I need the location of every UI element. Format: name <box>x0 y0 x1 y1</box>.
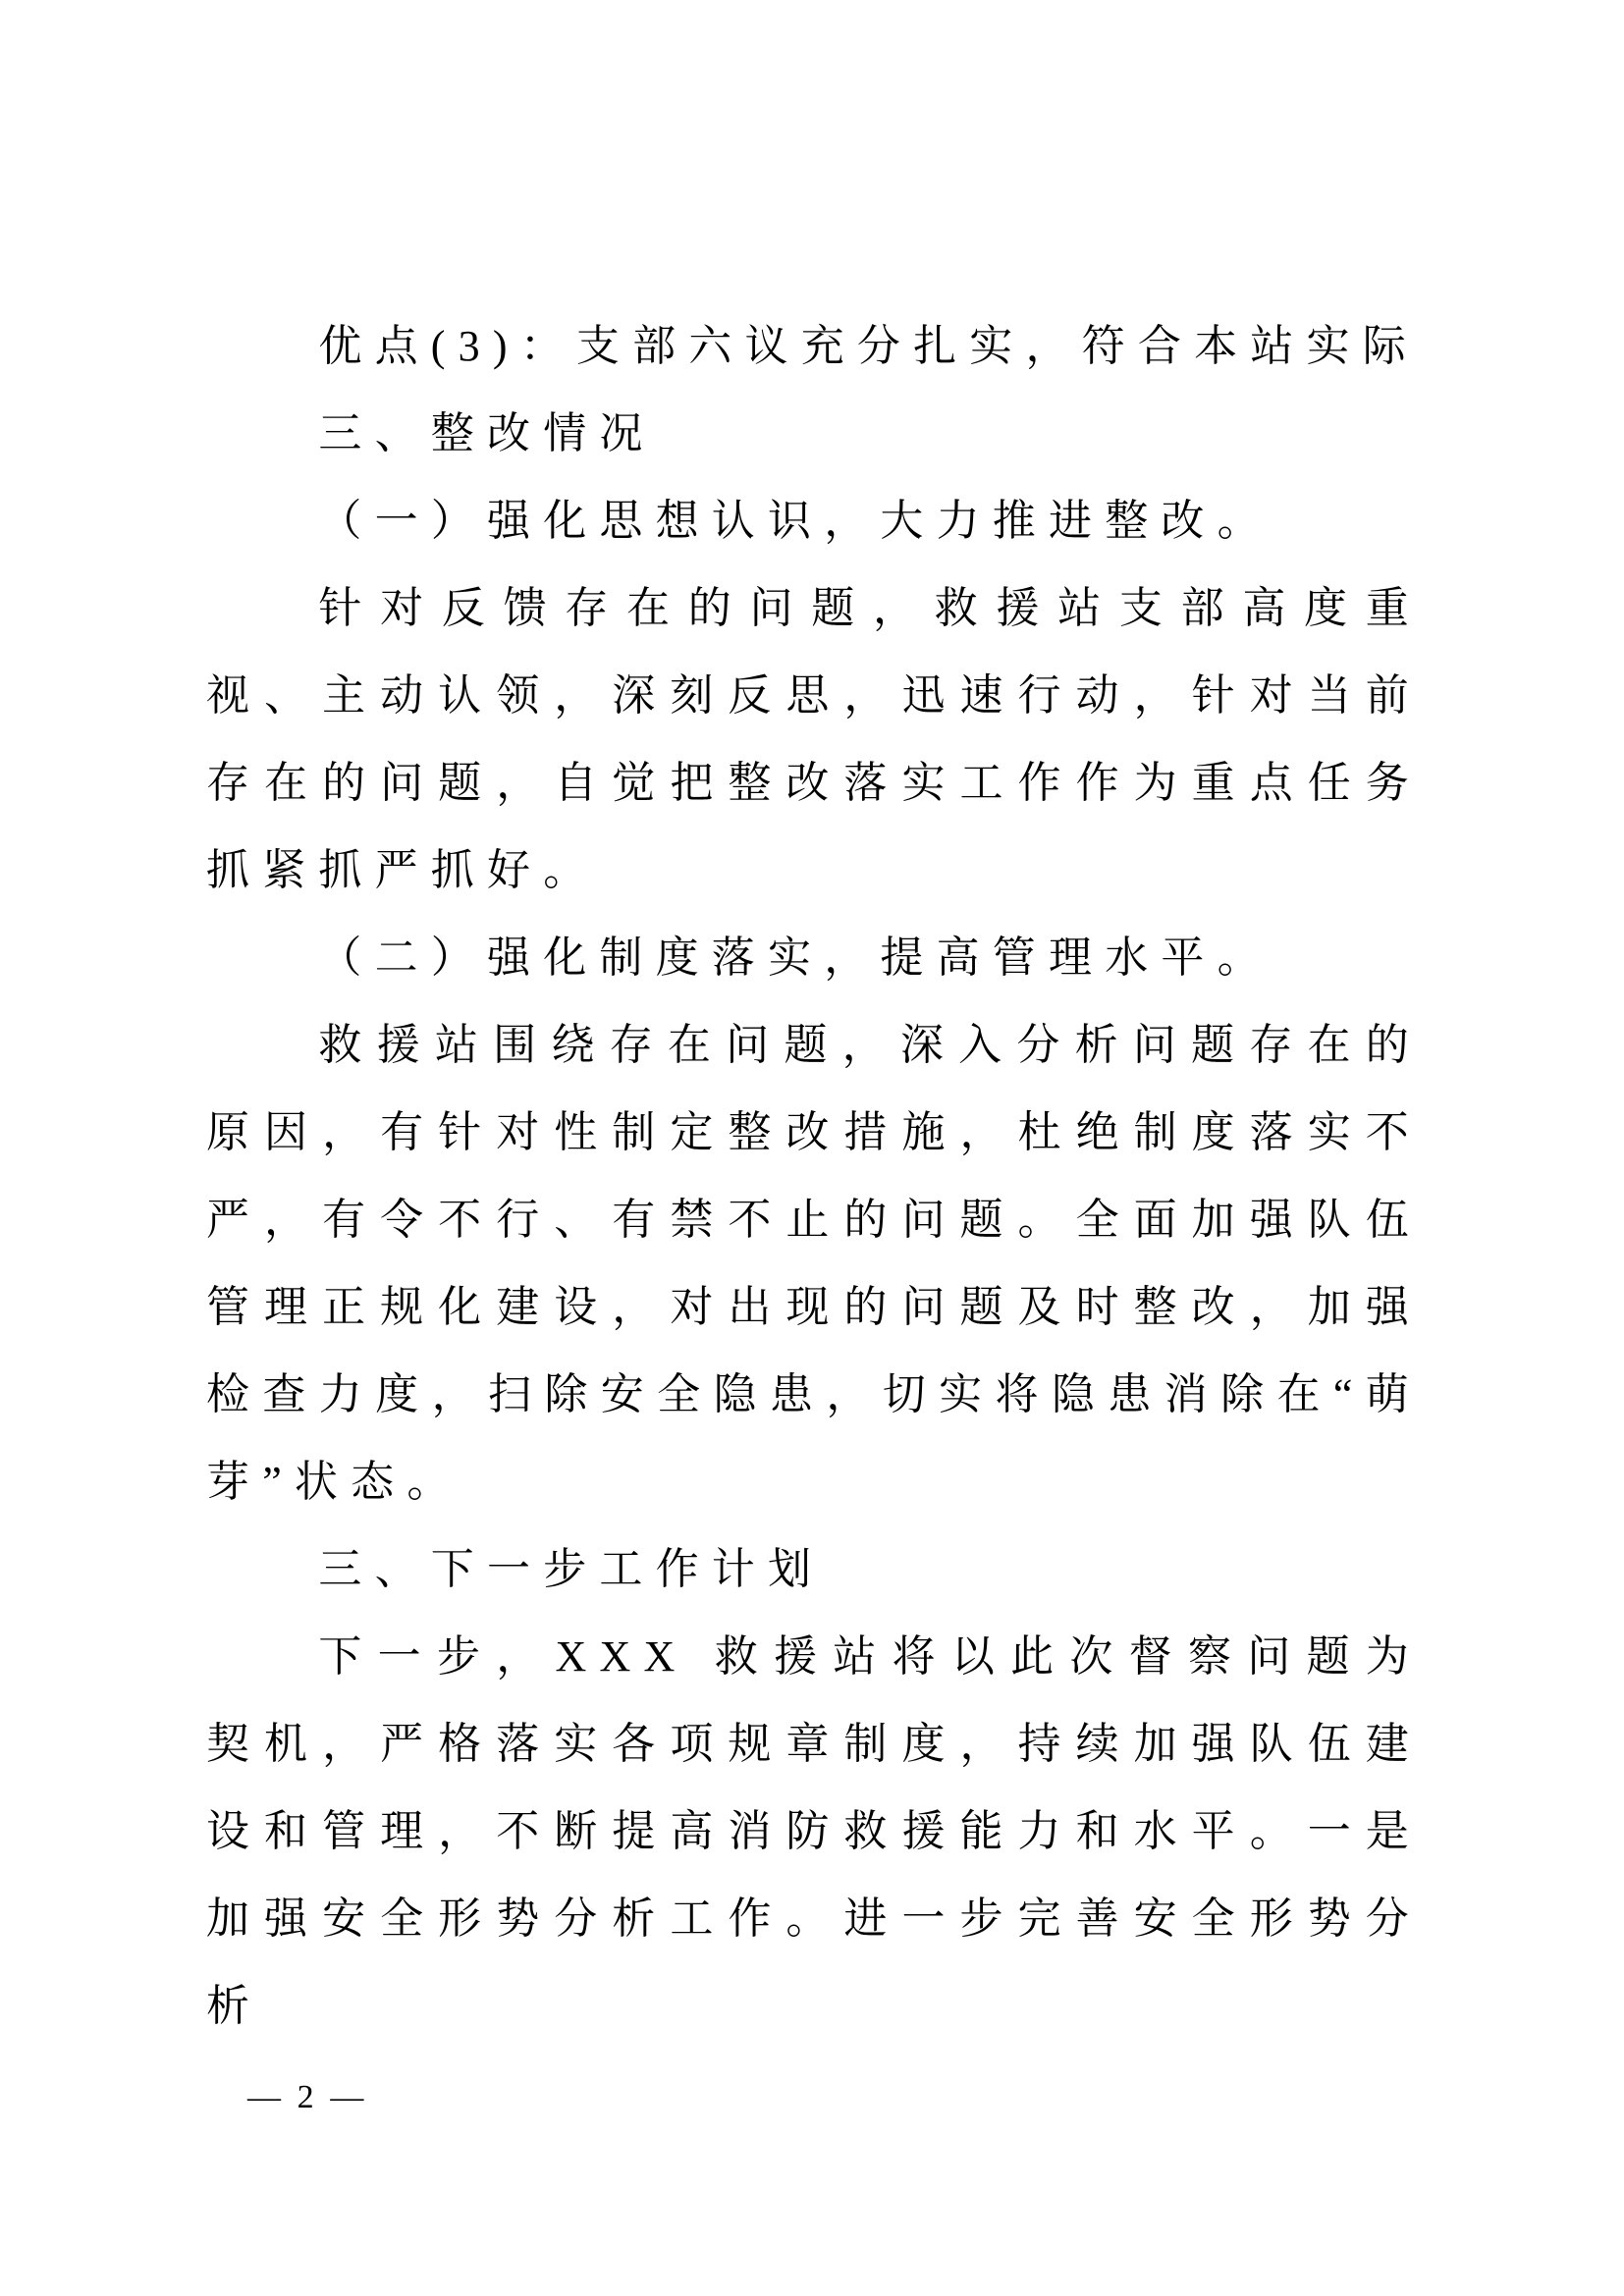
paragraph-next-step-details: 下一步，XXX 救援站将以此次督察问题为契机，严格落实各项规章制度，持续加强队伍建设和管理，不断提高消防救援能力和水平。一是加强安全形势分析工作。进一步完善安全形势分析 <box>206 1632 1422 2030</box>
section-heading-next-step-plan: 三、下一步工作计划 <box>318 1545 825 1593</box>
subsection-heading-strengthen-awareness: （一）强化思想认识，大力推进整改。 <box>318 497 1273 545</box>
document-body <box>206 302 1422 2050</box>
paragraph-advantage-item: 优点(3)：支部六议充分扎实，符合本站实际 <box>318 322 1419 370</box>
page-number: — 2 — <box>247 2079 368 2115</box>
paragraph-rectification-response: 针对反馈存在的问题，救援站支部高度重视、主动认领，深刻反思，迅速行动，针对当前存在的问题，自觉把整改落实工作作为重点任务抓紧抓严抓好。 <box>206 584 1422 894</box>
paragraph-management-measures: 救援站围绕存在问题，深入分析问题存在的原因，有针对性制定整改措施，杜绝制度落实不严，有令不行、有禁不止的问题。全面加强队伍管理正规化建设，对出现的问题及时整改，加强检查力度，扫除安全隐患，切实将隐患消除在“萌芽”状态。 <box>206 1021 1422 1506</box>
subsection-heading-strengthen-system: （二）强化制度落实，提高管理水平。 <box>318 934 1273 982</box>
section-heading-rectification: 三、整改情况 <box>318 409 656 457</box>
